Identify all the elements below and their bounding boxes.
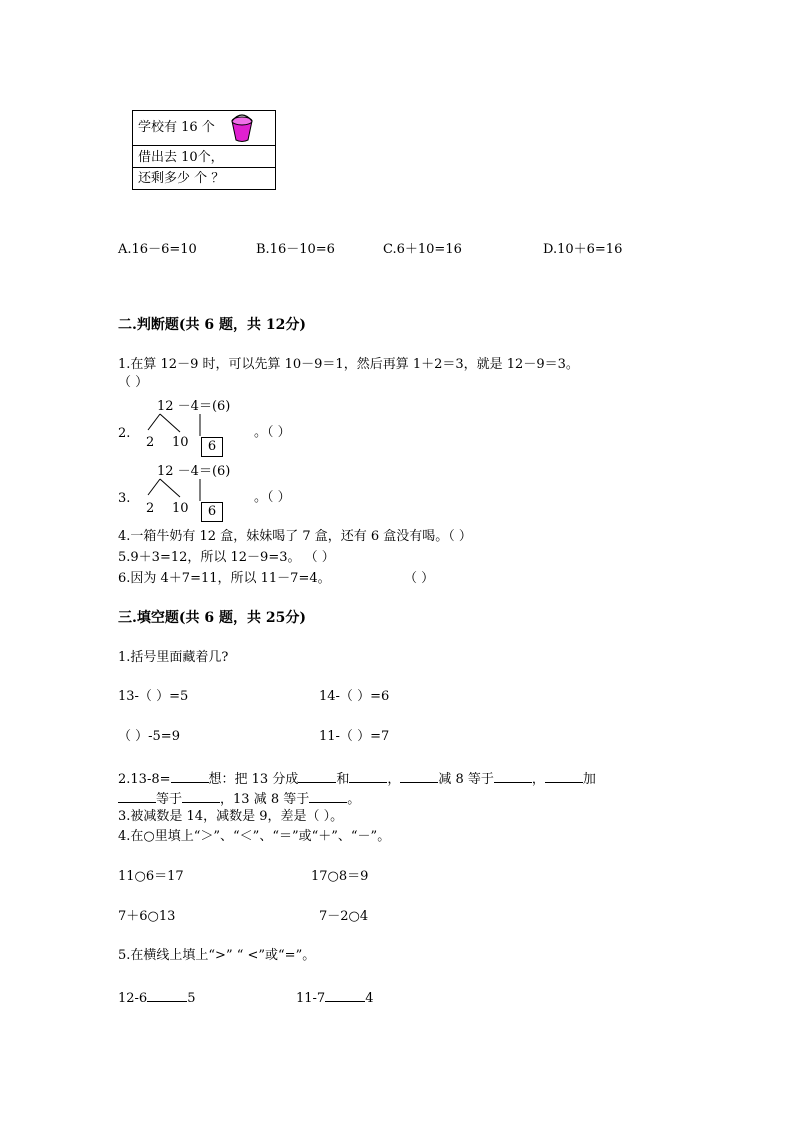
section3-q4a[interactable]: 11○6＝17 <box>118 869 184 884</box>
section3-q3: 3.被减数是 14，减数是 9，差是（ ）。 <box>118 809 344 824</box>
q2-part6: ， <box>531 772 545 787</box>
q3-label: 3. <box>118 491 131 506</box>
choice-d[interactable]: D.10＋6=16 <box>543 242 623 257</box>
q2-part2: 想：把 13 分成 <box>208 772 299 787</box>
q3-equation: 12 －4＝(6) <box>157 464 231 479</box>
section3-q4: 4.在○里填上“＞”、“＜”、“＝”或“＋”、“－”。 <box>118 829 391 844</box>
section3-q5b <box>296 989 374 1005</box>
q2-blank-6[interactable] <box>545 770 583 783</box>
section2-q5: 5.9＋3=12，所以 12－9=3。 （ ） <box>118 550 335 565</box>
section3-q5a <box>118 989 196 1005</box>
q2-part10: 。 <box>347 792 361 807</box>
box-divider-2 <box>132 167 275 168</box>
section3-q5: 5.在横线上填上“>” “ <”或“=”。 <box>118 948 316 963</box>
q5a-right: 5 <box>187 991 196 1006</box>
q3-split-lines <box>140 477 210 503</box>
q2-blank-7[interactable] <box>118 790 156 803</box>
section3-title: 三.填空题(共 6 题，共 25分) <box>118 610 306 626</box>
box-row-1: 学校有 16 个 <box>138 120 215 135</box>
q2-part9: ，13 减 8 等于 <box>220 792 310 807</box>
section3-q2-line2 <box>118 790 360 806</box>
q2-part3: 和 <box>336 772 350 787</box>
q2-box: 6 <box>201 437 223 457</box>
q3-left-part: 2 <box>146 501 155 516</box>
section3-q4d[interactable]: 7－2○4 <box>319 909 369 924</box>
box-divider-1 <box>132 145 275 146</box>
q2-left-part: 2 <box>146 435 155 450</box>
q5b-left: 11-7 <box>296 991 326 1006</box>
q2-part1: 2.13-8= <box>118 772 171 787</box>
section3-q1c[interactable]: （ ）-5=9 <box>118 729 180 744</box>
q2-blank-2[interactable] <box>298 770 336 783</box>
q3-mid-part: 10 <box>172 501 189 516</box>
section3-q1: 1.括号里面藏着几? <box>118 650 229 665</box>
section2-q1: 1.在算 12－9 时，可以先算 10－9＝1，然后再算 1＋2＝3，就是 12－9＝3。 <box>118 357 579 372</box>
section3-q4b[interactable]: 17○8＝9 <box>311 869 369 884</box>
q2-paren[interactable]: 。（ ） <box>254 425 291 440</box>
q2-blank-8[interactable] <box>182 790 220 803</box>
q2-part5: 减 8 等于 <box>438 772 494 787</box>
q5a-left: 12-6 <box>118 991 148 1006</box>
q2-label: 2. <box>118 426 131 441</box>
box-row-2: 借出去 10个， <box>138 150 224 165</box>
q2-blank-5[interactable] <box>494 770 532 783</box>
q5a-blank[interactable] <box>147 989 187 1002</box>
section3-q1b[interactable]: 14-（ ）=6 <box>319 689 390 704</box>
section2-q1-paren[interactable]: （ ） <box>118 375 149 390</box>
section2-q6-paren[interactable]: （ ） <box>404 571 435 586</box>
section2-q6: 6.因为 4＋7=11，所以 11－7=4。 <box>118 571 331 586</box>
q3-paren[interactable]: 。（ ） <box>254 490 291 505</box>
q2-blank-9[interactable] <box>309 790 347 803</box>
q2-equation: 12 －4＝(6) <box>157 399 231 414</box>
section2-title: 二.判断题(共 6 题，共 12分) <box>118 317 306 333</box>
q2-part7: 加 <box>582 772 596 787</box>
section2-q4: 4.一箱牛奶有 12 盒，妹妹喝了 7 盒，还有 6 盒没有喝。（ ） <box>118 529 472 544</box>
choice-b[interactable]: B.16－10=6 <box>256 242 335 257</box>
q5b-blank[interactable] <box>325 989 365 1002</box>
q5b-right: 4 <box>365 991 374 1006</box>
section3-q1a[interactable]: 13-（ ）=5 <box>118 689 189 704</box>
choice-c[interactable]: C.6＋10=16 <box>383 242 462 257</box>
section3-q2-line1 <box>118 770 596 786</box>
pink-bucket-icon <box>228 113 256 143</box>
q2-part8: 等于 <box>156 792 183 807</box>
section3-q4c[interactable]: 7＋6○13 <box>118 909 176 924</box>
section3-q1d[interactable]: 11-（ ）=7 <box>319 729 390 744</box>
q2-blank-4[interactable] <box>400 770 438 783</box>
q2-mid-part: 10 <box>172 435 189 450</box>
q2-blank-3[interactable] <box>349 770 387 783</box>
q2-part4: ， <box>387 772 401 787</box>
q3-box: 6 <box>201 502 223 522</box>
q2-blank-1[interactable] <box>171 770 209 783</box>
choice-a[interactable]: A.16－6=10 <box>118 242 197 257</box>
box-row-3: 还剩多少 个 ？ <box>138 171 225 186</box>
